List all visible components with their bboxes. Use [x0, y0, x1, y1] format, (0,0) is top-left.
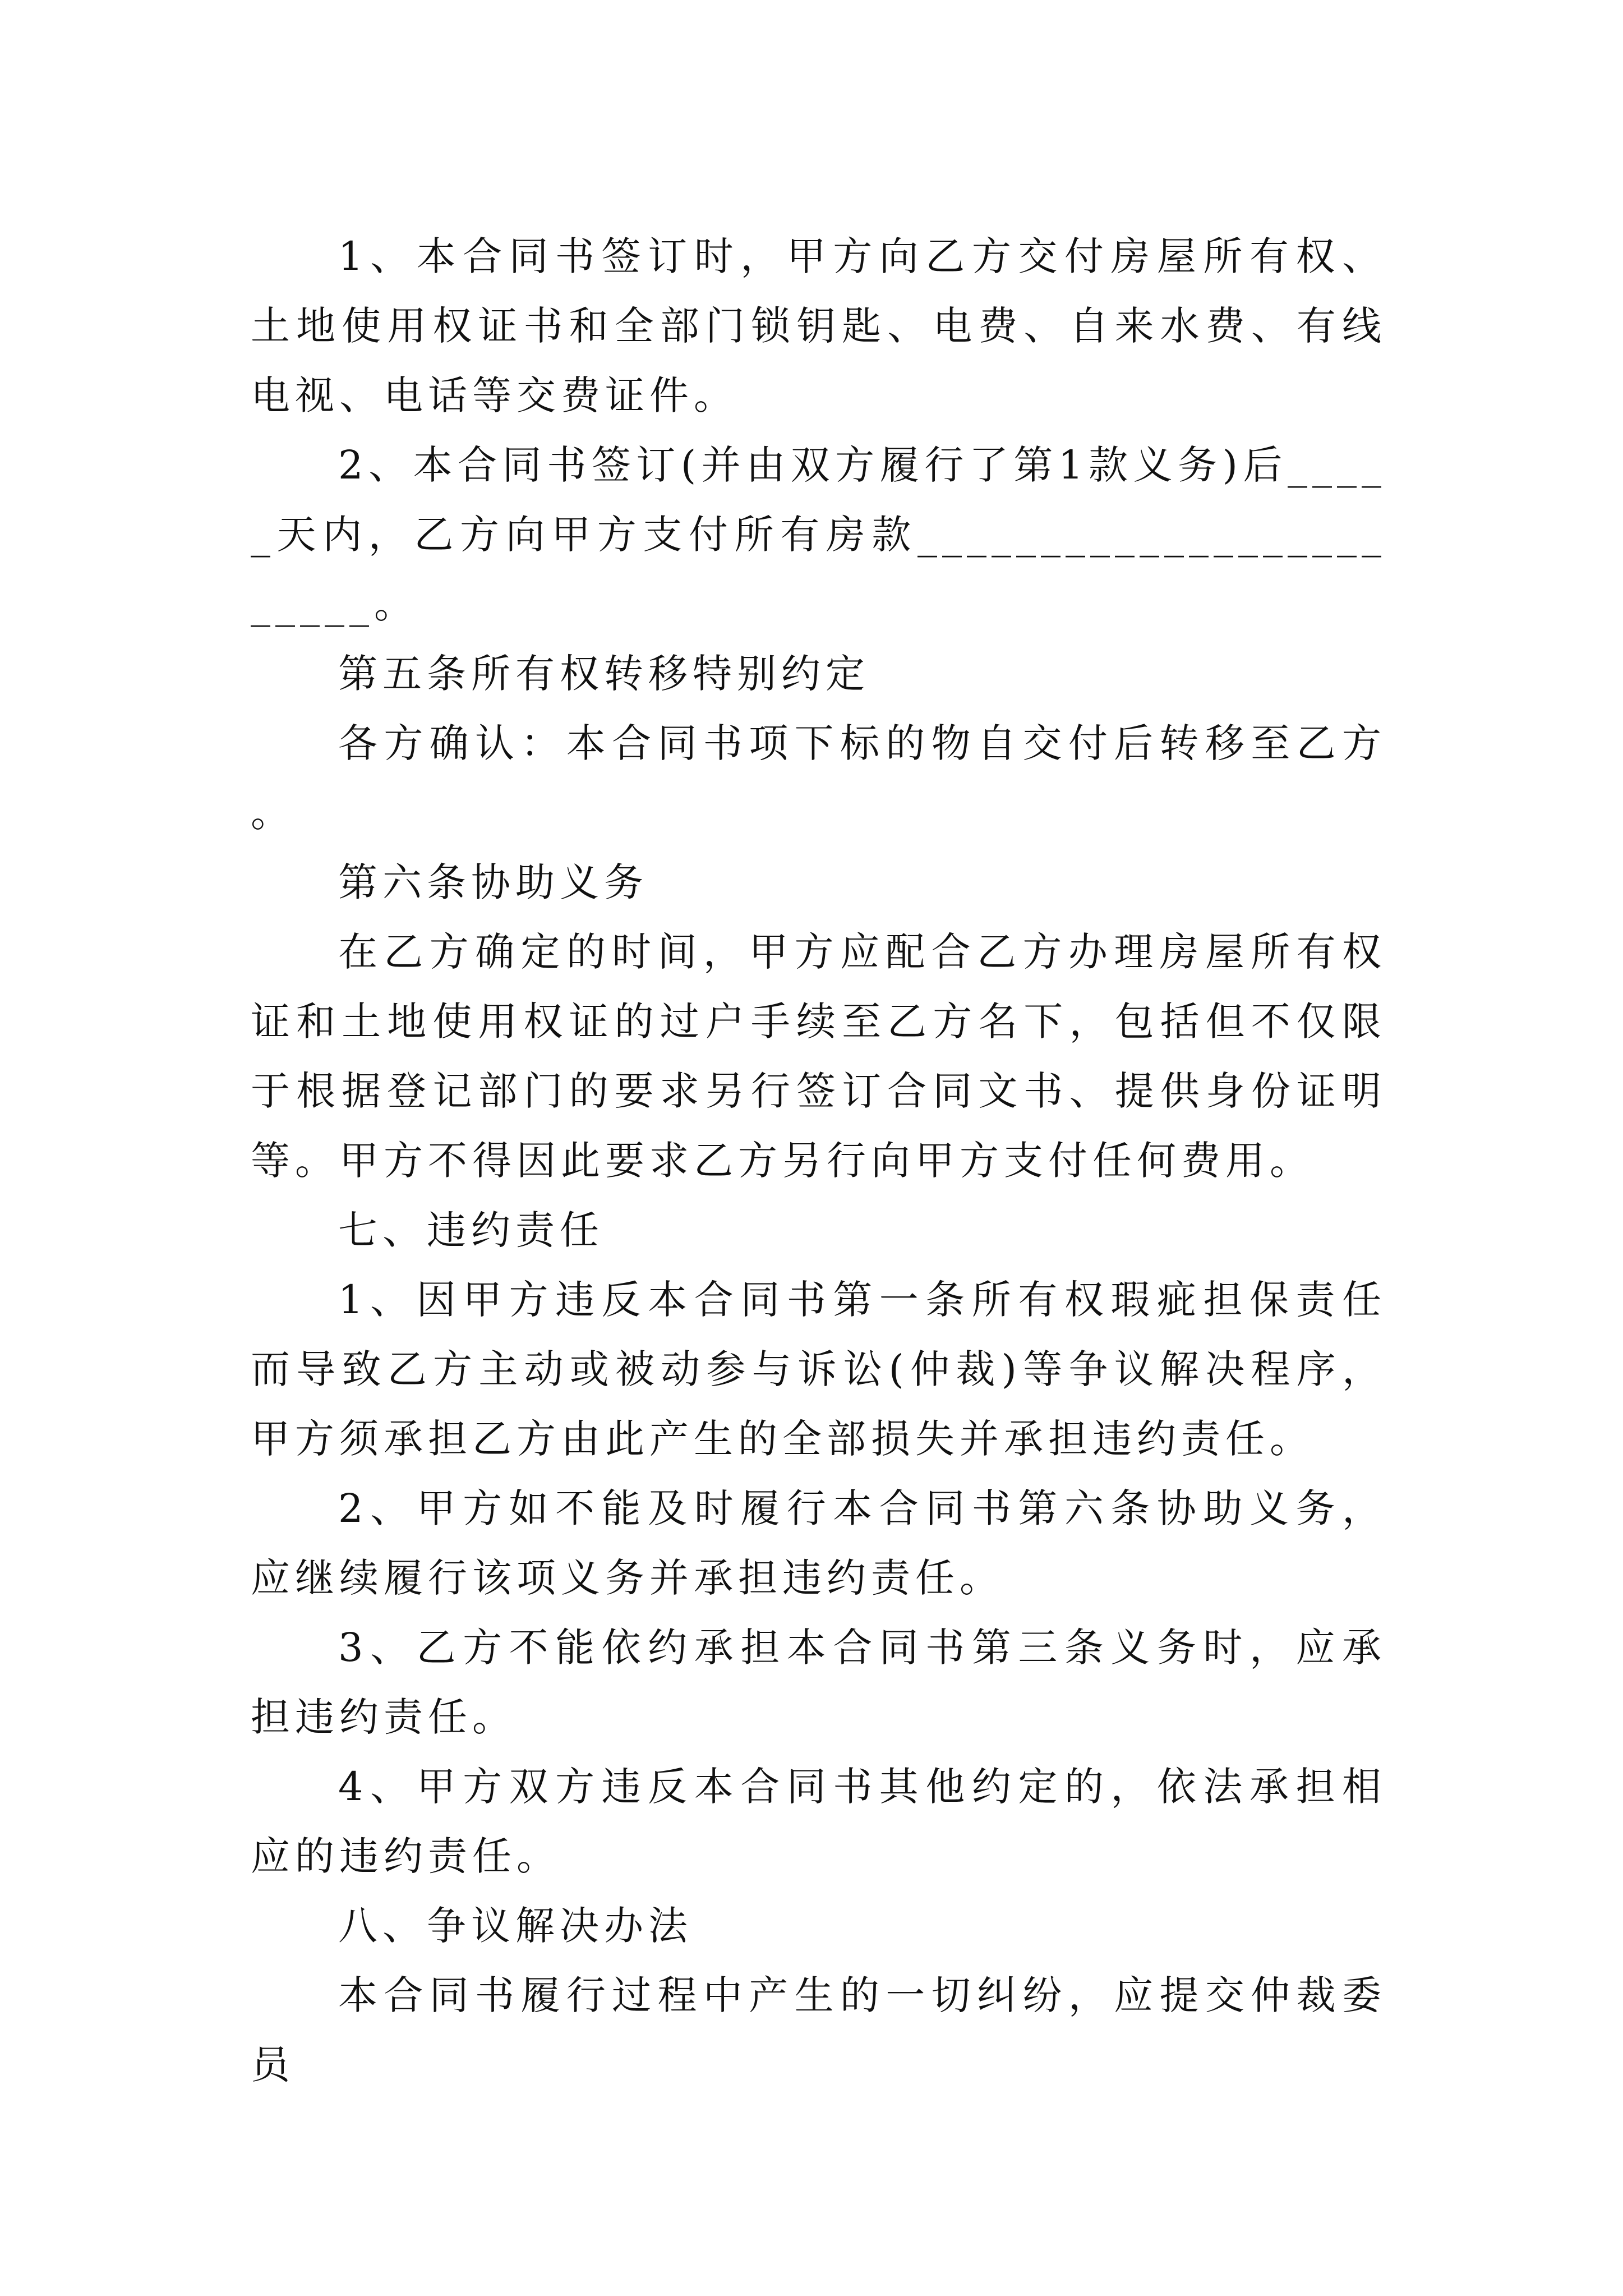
clause-delivery-of-certificates: 1、本合同书签订时，甲方向乙方交付房屋所有权、土地使用权证书和全部门锁钥匙、电费、自来水费、有线电视、电话等交费证件。 [251, 233, 1386, 418]
liability-item-1: 1、因甲方违反本合同书第一条所有权瑕疵担保责任而导致乙方主动或被动参与诉讼(仲裁)等争议解决程序，甲方须承担乙方由此产生的全部损失并承担违约责任。 [251, 1277, 1386, 1462]
section-7-heading: 七、违约责任 [338, 1207, 604, 1253]
liability-item-3: 3、乙方不能依约承担本合同书第三条义务时，应承担违约责任。 [251, 1625, 1386, 1740]
liability-item-2: 2、甲方如不能及时履行本合同书第六条协助义务，应继续履行该项义务并承担违约责任。 [251, 1485, 1386, 1601]
article-6-heading: 第六条协助义务 [338, 859, 648, 905]
document-body [251, 222, 1386, 2100]
section-8-heading: 八、争议解决办法 [338, 1903, 693, 1949]
dispute-resolution-text: 本合同书履行过程中产生的一切纠纷，应提交仲裁委员 [251, 1972, 1386, 2088]
article-5-text: 各方确认：本合同书项下标的物自交付后转移至乙方。 [251, 720, 1386, 836]
article-5-heading: 第五条所有权转移特别约定 [338, 651, 870, 697]
clause-payment-deadline: 2、本合同书签订(并由双方履行了第1款义务)后_____天内，乙方向甲方支付所有房款________________________。 [251, 442, 1386, 627]
liability-item-4: 4、甲方双方违反本合同书其他约定的，依法承担相应的违约责任。 [251, 1764, 1386, 1879]
article-6-text: 在乙方确定的时间，甲方应配合乙方办理房屋所有权证和土地使用权证的过户手续至乙方名下，包括但不仅限于根据登记部门的要求另行签订合同文书、提供身份证明等。甲方不得因此要求乙方另行向甲方支付任何费用。 [251, 929, 1386, 1184]
